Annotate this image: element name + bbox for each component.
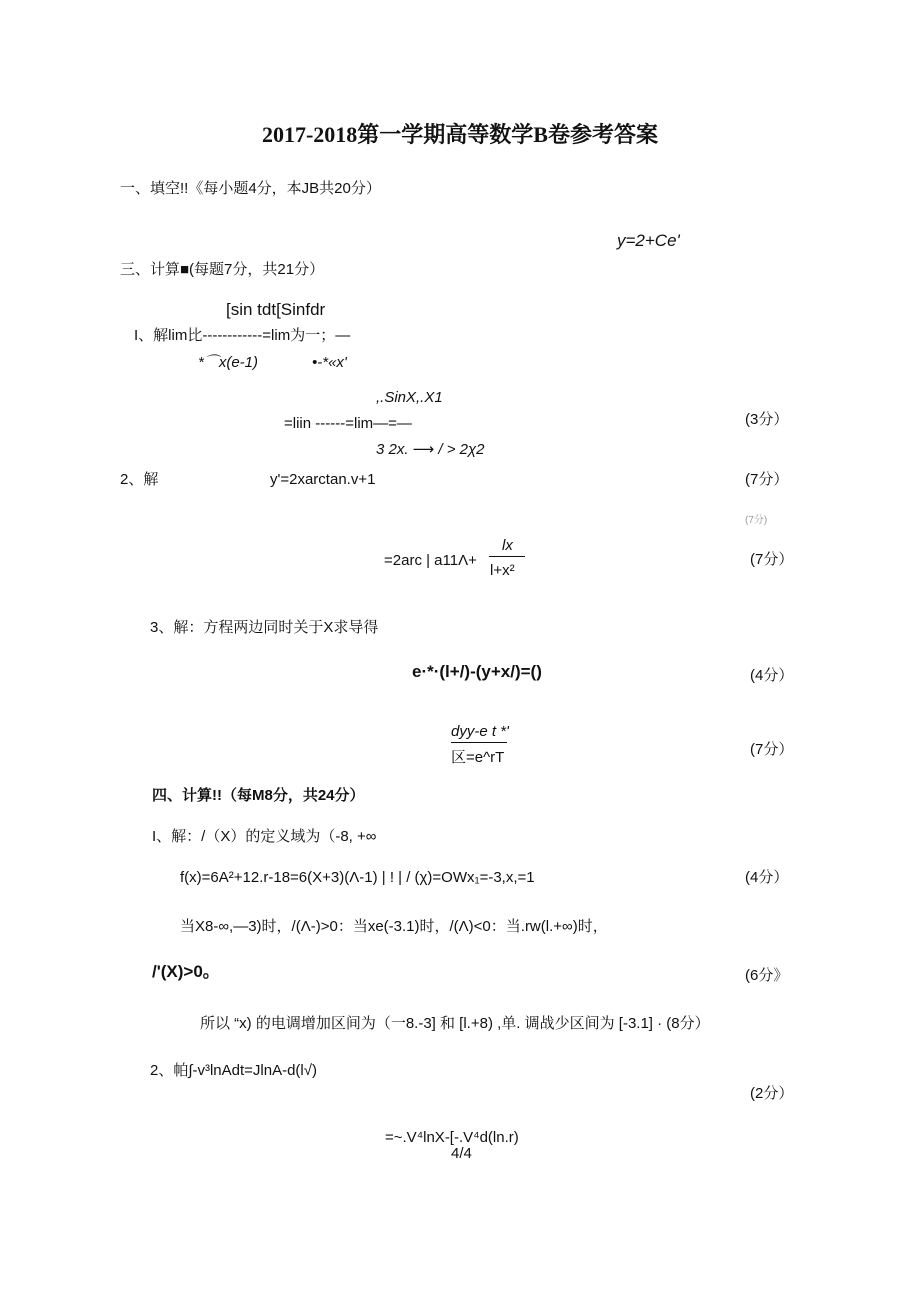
document-title: 2017-2018第一学期高等数学B卷参考答案 [261, 122, 658, 147]
q3-2-equation-2: =2arc | a11Λ+ [384, 552, 477, 569]
q3-3-fraction-numerator: dyy-e t *' [451, 723, 509, 740]
q3-3-fraction-denominator: 区=e^rT [451, 749, 505, 766]
q4-1-conclusion: 所以 “x) 的电调增加区间为（一8.-3] 和 [l.+8) ,单. 调战少区间为 [-3.1] · (8分） [200, 1015, 710, 1032]
q4-1-derivative: f(x)=6A²+12.r-18=6(X+3)(Λ-1) | ! | / (χ)=OWx₁=-3,x,=1 [180, 869, 535, 886]
q3-1-limit-line: I、解lim比------------=lim为一；— [134, 327, 351, 344]
q4-2-line-1: 2、帕∫-v³lnAdt=JlnA-d(l√) [150, 1062, 317, 1079]
q4-1-intro: I、解：/（X）的定义域为（-8, +∞ [152, 828, 377, 845]
q3-2-score-1: (7分） [745, 471, 789, 488]
q3-3-fraction-bar [451, 742, 507, 743]
q4-2-line-2-sub: 4/4 [451, 1145, 472, 1162]
q3-1-step2-mid: =liin ------=lim—=— [284, 415, 412, 432]
q3-2-fraction-denominator: l+x² [490, 562, 515, 579]
section-4-heading: 四、计算!!（每M8分，共24分） [152, 787, 365, 804]
q4-1-conditions: 当X8-∞,—3)时，/(Λ-)>0：当xe(-3.1)时，/(Λ)<0：当.rw(l.+∞)时， [180, 918, 608, 935]
q4-1-score-1: (4分） [745, 869, 789, 886]
q3-1-numerator: [sin tdt[Sinfdr [226, 300, 326, 319]
q4-2-score-1: (2分） [750, 1085, 794, 1102]
section-1-heading: 一、填空!!《每小题4分，本JB共20分） [120, 180, 381, 197]
q3-2-fraction-numerator: lx [502, 537, 513, 554]
q3-2-score-2: (7分） [750, 551, 794, 568]
q3-3-intro: 3、解：方程两边同时关于X求导得 [150, 619, 379, 636]
q4-1-score-2: (6分》 [745, 967, 789, 984]
q4-2-line-2: =~.V⁴lnX-[-.V⁴d(ln.r) [385, 1129, 519, 1146]
q4-1-result: /'(X)>0。 [152, 962, 220, 981]
q3-1-denominator-right: •-*«x' [312, 354, 347, 371]
q3-2-faint-score: (7分) [745, 515, 768, 526]
q3-2-equation-1: y'=2xarctan.v+1 [270, 471, 376, 488]
q3-1-denominator-left: *⌒x(e-1) [198, 354, 259, 371]
q3-3-score-1: (4分） [750, 667, 794, 684]
q3-2-label: 2、解 [120, 471, 159, 488]
section-3-heading: 三、计算■(每题7分，共21分） [120, 261, 325, 278]
q3-1-step2-bottom: 3 2x. ⟶ / > 2χ2 [376, 441, 485, 458]
section-1-answer: y=2+Ce' [617, 231, 680, 250]
q3-3-equation-1: e·*·(l+/)-(y+x/)=() [412, 662, 542, 681]
q3-1-step2-top: ,.SinX,.X1 [376, 389, 443, 406]
q3-1-score: (3分） [745, 411, 789, 428]
q3-2-fraction-bar [489, 556, 525, 557]
q3-3-score-2: (7分） [750, 741, 794, 758]
